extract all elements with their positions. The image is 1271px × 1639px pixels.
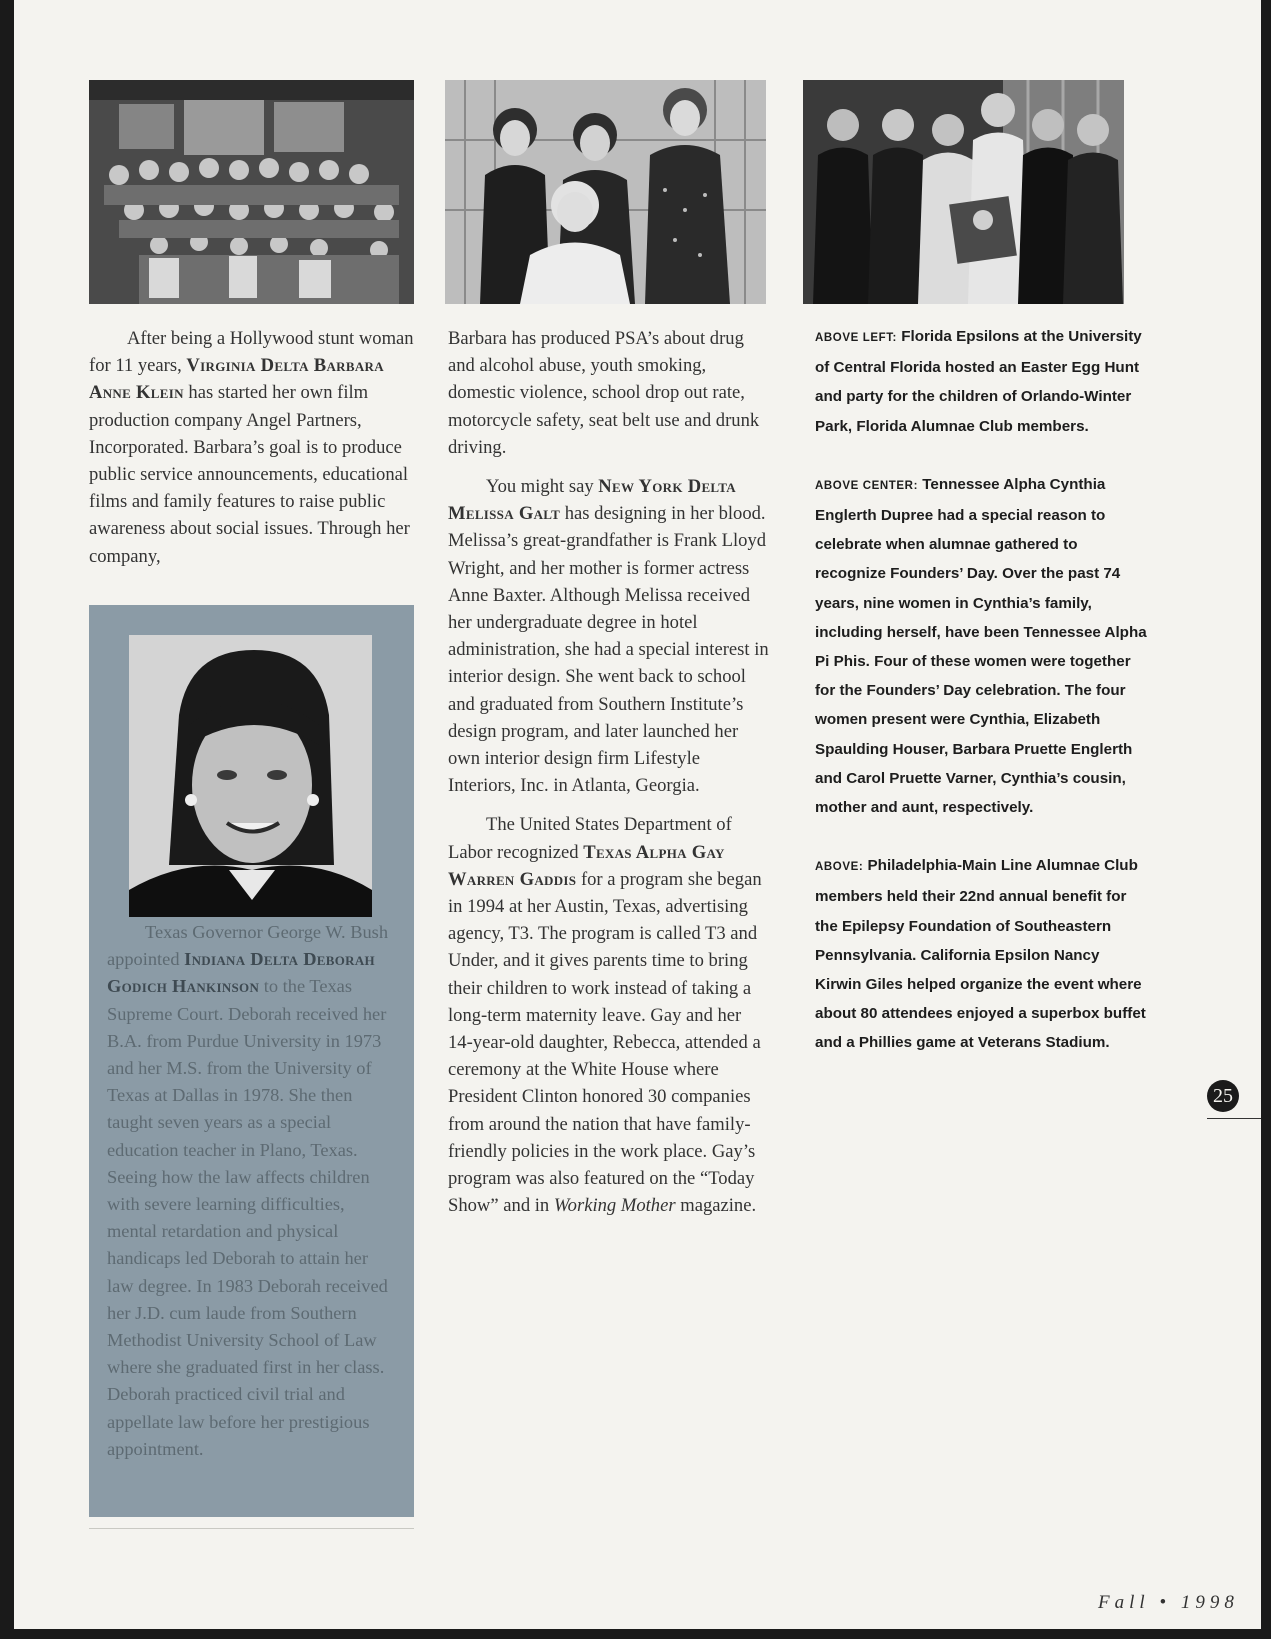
page-edge-right: [1261, 0, 1271, 1639]
text-span: to the Texas Supreme Court. Deborah received her B.A. from Purdue University in 1973 and her M.S. from the University of Texas at Dallas in 1978. She then taught seven years as a special education teacher in Plano, Texas. Seeing how the law affects children with severe learning difficulties, mental retardation and physical handicaps led Deborah to attain her law degree. In 1983 Deborah received her J.D. cum laude from Southern Methodist University School of Law where she graduated first in her class. Deborah practiced civil trial and appellate law before her prestigious appointment.: [107, 976, 388, 1459]
page-number: 25: [1207, 1080, 1239, 1112]
sidebar-hankinson: [89, 605, 414, 1517]
article-galt-paragraph: [448, 473, 770, 799]
column-2-article: [448, 325, 770, 1220]
text-span: You might say: [486, 476, 599, 498]
text-span: magazine.: [675, 1195, 757, 1217]
caption-label: ABOVE:: [815, 861, 864, 874]
name-new-york-delta-melissa-galt: New York Delta Melissa Galt: [448, 476, 736, 525]
text-span: has designing in her blood. Melissa’s great-grandfather is Frank Lloyd Wright, and her mother is former actress Anne Baxter. Although Melissa received her undergraduate degree in hotel administration, she had a special interest in interior design. She went back to school and graduated from Southern Institute’s design program, and later launched her own interior design firm Lifestyle Interiors, Inc. in Atlanta, Georgia.: [448, 503, 769, 797]
text-span: Texas Governor George W. Bush appointed: [107, 922, 389, 970]
issue-footer: Fall • 1998: [1098, 1592, 1239, 1613]
name-indiana-delta-deborah-godich-hankinson: Indiana Delta Deborah Godich Hankinson: [107, 949, 375, 997]
caption-text: Florida Epsilons at the University of Central Florida hosted an Easter Egg Hunt and party for the children of Orlando-Winter Park, Florida Alumnae Club members.: [815, 328, 1142, 435]
sidebar-bottom-rule: [89, 1528, 414, 1529]
photo-captions: [815, 322, 1150, 1087]
page-number-rule: [1207, 1118, 1261, 1119]
caption-text: Philadelphia-Main Line Alumnae Club members held their 22nd annual benefit for the Epilepsy Foundation of Southeastern Pennsylvania. California Epsilon Nancy Kirwin Giles helped organize the event where about 80 attendees enjoyed a superbox buffet and a Phillies game at Veterans Stadium.: [815, 857, 1146, 1052]
name-texas-alpha-gay-warren-gaddis: Texas Alpha Gay Warren Gaddis: [448, 841, 725, 890]
caption-label: ABOVE LEFT:: [815, 332, 897, 344]
text-span: for a program she began in 1994 at her Austin, Texas, advertising agency, T3. The program is called T3 and Under, and it gives parents time to bring their children to work instead of taking a long-term maternity leave. Gay and her 14-year-old daughter, Rebecca, attended a ceremony at the White House where President Clinton honored 30 companies from around the nation that have family-friendly policies in the work place. Gay’s program was also featured on the “Today Show” and in: [448, 868, 762, 1217]
sidebar-text: [107, 919, 399, 1463]
caption-label: ABOVE CENTER:: [815, 479, 919, 492]
page-edge-bottom: [0, 1629, 1271, 1639]
magazine-title: Working Mother: [553, 1195, 676, 1217]
caption-text: Tennessee Alpha Cynthia Englerth Dupree had a special reason to celebrate when alumnae gathered to recognize Founders’ Day. Over the past 74 years, nine women in Cynthia’s family, including herself, have been Tennessee Alpha Pi Phis. Four of these women were together for the Founders’ Day celebration. The four women present were Cynthia, Elizabeth Spaulding Houser, Barbara Pruette Englerth and Carol Pruette Varner, Cynthia’s cousin, mother and aunt, respectively.: [815, 475, 1147, 817]
photo-founders-day: [445, 80, 766, 304]
portrait-photo-hankinson: [129, 635, 372, 917]
column-1-article: [89, 325, 414, 570]
article-klein-paragraph: [89, 325, 414, 570]
text-span: has started her own film production company Angel Partners, Incorporated. Barbara’s goal is to produce public service announcements, educational films and family features to raise public awareness about social issues. Through her company,: [89, 382, 410, 567]
text-span: The United States Department of Labor recognized: [448, 814, 732, 863]
article-hankinson-paragraph: [107, 919, 399, 1463]
photo-epilepsy-benefit: [803, 80, 1124, 304]
text-span: After being a Hollywood stunt woman for 11 years,: [89, 328, 414, 377]
article-psa-paragraph: Barbara has produced PSA’s about drug and alcohol abuse, youth smoking, domestic violence, school drop out rate, motorcycle safety, seat belt use and drunk driving.: [448, 328, 760, 458]
article-gaddis-paragraph: [448, 811, 770, 1219]
name-virginia-delta-barbara-anne-klein: Virginia Delta Barbara Anne Klein: [89, 355, 384, 404]
page-edge-left: [0, 0, 14, 1639]
photo-easter-egg-hunt: [89, 80, 414, 304]
caption-above-center: [815, 470, 1150, 822]
caption-above-left: [815, 322, 1150, 441]
caption-above: [815, 851, 1150, 1057]
